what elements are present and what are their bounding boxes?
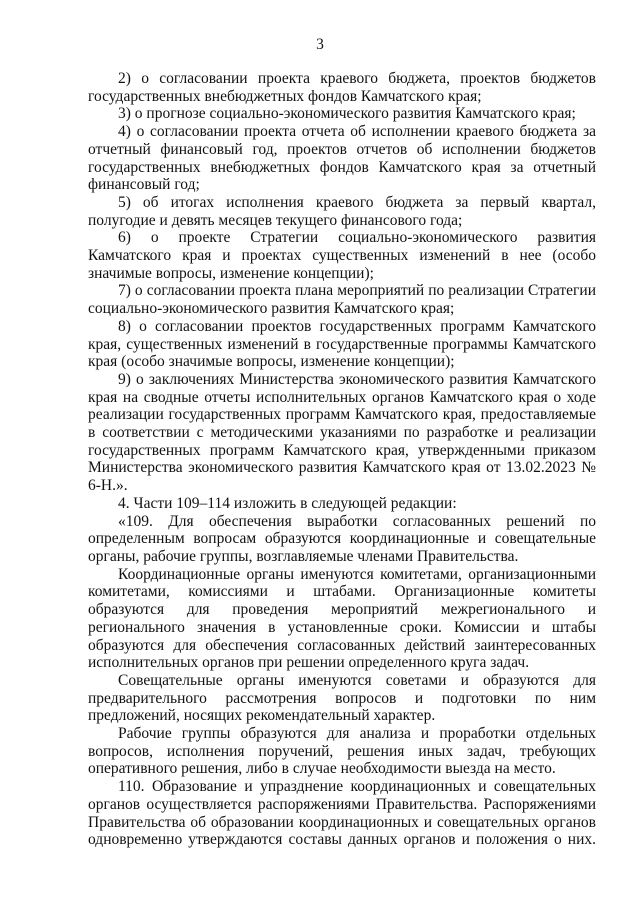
paragraph-item-9: 9) о заключениях Министерства экономического развития Камчатского края на сводные отчеты исполнительных органов Камчатского края о ходе реализации государственных программ Камчатского края, предоставляемые в соответствии с методическими указаниями по разработке и реализации государственных программ Камчатского края, утвержденными приказом Министерства экономического развития Камчатского края от 13.02.2023 № 6-Н.». [88, 370, 596, 495]
paragraph-item-4: 4) о согласовании проекта отчета об исполнении краевого бюджета за отчетный финансовый год, проектов отчетов об исполнении бюджетов государственных внебюджетных фондов Камчатского края за отчетный финансовый год; [88, 123, 596, 194]
paragraph-item-7: 7) о согласовании проекта плана мероприятий по реализации Стратегии социально-экономического развития Камчатского края; [88, 282, 596, 318]
paragraph-advisory-bodies: Совещательные органы именуются советами и образуются для предварительного рассмотрения вопросов и подготовки по ним предложений, носящих рекомендательный характер. [88, 671, 596, 725]
paragraph-part-109: «109. Для обеспечения выработки согласованных решений по определенным вопросам образуются координационные и совещательные органы, рабочие группы, возглавляемые членами Правительства. [88, 512, 596, 565]
paragraph-item-2: 2) о согласовании проекта краевого бюджета, проектов бюджетов государственных внебюджетных фондов Камчатского края; [88, 70, 596, 105]
paragraph-part-110: 110. Образование и упразднение координационных и совещательных органов осуществляется распоряжениями Правительства. Распоряжениями Правительства об образовании координационных и совещательных органов одновременно утверждаются составы данных органов и положения о них. [88, 778, 596, 849]
page-number: 3 [316, 36, 324, 53]
document-body [88, 70, 596, 849]
paragraph-item-8: 8) о согласовании проектов государственных программ Камчатского края, существенных изменений в государственные программы Камчатского края (особо значимые вопросы, изменение концепции); [88, 317, 596, 371]
paragraph-item-3: 3) о прогнозе социально-экономического развития Камчатского края; [118, 105, 576, 123]
paragraph-section-4: 4. Части 109–114 изложить в следующей редакции: [118, 494, 457, 512]
paragraph-item-6: 6) о проекте Стратегии социально-экономического развития Камчатского края и проектах существенных изменений в нее (особо значимые вопросы, изменение концепции); [88, 229, 596, 282]
paragraph-working-groups: Рабочие группы образуются для анализа и проработки отдельных вопросов, исполнения поручений, решения иных задач, требующих оперативного решения, либо в случае необходимости выезда на место. [88, 725, 596, 778]
paragraph-coordination-bodies: Координационные органы именуются комитетами, организационными комитетами, комиссиями и штабами. Организационные комитеты образуются для проведения мероприятий межрегионального и регионального значения в установленные сроки. Комиссии и штабы образуются для обеспечения согласованных действий заинтересованных исполнительных органов при решении определенного круга задач. [88, 565, 596, 672]
paragraph-item-5: 5) об итогах исполнения краевого бюджета за первый квартал, полугодие и девять месяцев текущего финансового года; [88, 193, 596, 229]
